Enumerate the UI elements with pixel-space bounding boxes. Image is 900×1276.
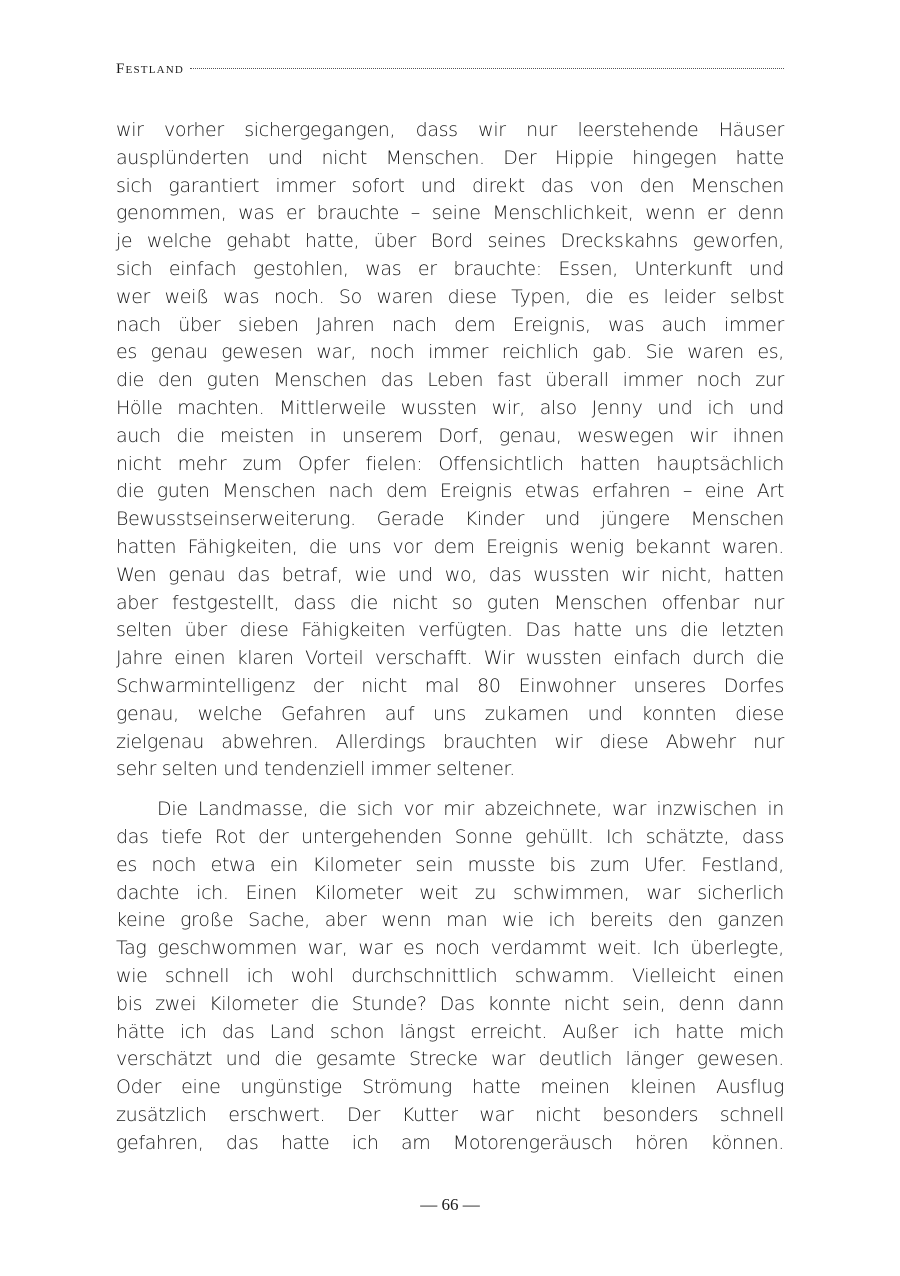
text-line: das tiefe Rot der untergehenden Sonne gehüllt. Ich schätzte, dass — [116, 825, 784, 848]
text-line: nach über sieben Jahren nach dem Ereignis, was auch immer — [116, 313, 784, 336]
text-line: selten über diese Fähigkeiten verfügten. Das hatte uns die letzten — [116, 619, 784, 642]
body-text — [116, 117, 784, 1157]
paragraph-1 — [116, 117, 784, 784]
text-line: auch die meisten in unserem Dorf, genau, weswegen wir ihnen — [116, 424, 784, 447]
text-line: sich garantiert immer sofort und direkt das von den Menschen — [116, 174, 784, 197]
text-line: zusätzlich erschwert. Der Kutter war nicht besonders schnell — [116, 1103, 784, 1126]
text-line: Tag geschwommen war, war es noch verdammt weit. Ich überlegte, — [116, 937, 784, 960]
text-line: dachte ich. Einen Kilometer weit zu schwimmen, war sicherlich — [116, 881, 784, 904]
text-line: Bewusstseinserweiterung. Gerade Kinder und jüngere Menschen — [116, 508, 784, 531]
text-line: Die Landmasse, die sich vor mir abzeichnete, war inzwischen in — [116, 798, 784, 821]
text-line: je welche gehabt hatte, über Bord seines Dreckskahns geworfen, — [116, 230, 784, 253]
text-line: die den guten Menschen das Leben fast überall immer noch zur — [116, 369, 784, 392]
text-line: verschätzt und die gesamte Strecke war deutlich länger gewesen. — [116, 1048, 784, 1071]
text-line: es genau gewesen war, noch immer reichlich gab. Sie waren es, — [116, 341, 784, 364]
text-line: genau, welche Gefahren auf uns zukamen und konnten diese — [116, 702, 784, 725]
text-line: aber festgestellt, dass die nicht so guten Menschen offenbar nur — [116, 591, 784, 614]
text-line: hatten Fähigkeiten, die uns vor dem Ereignis wenig bekannt waren. — [116, 535, 784, 558]
running-head-dot-leader — [190, 67, 784, 69]
text-line: genommen, was er brauchte – seine Menschlichkeit, wenn er denn — [116, 202, 784, 225]
text-line: wir vorher sichergegangen, dass wir nur leerstehende Häuser — [116, 119, 784, 141]
text-line: wie schnell ich wohl durchschnittlich schwamm. Vielleicht einen — [116, 964, 784, 987]
text-line: keine große Sache, aber wenn man wie ich bereits den ganzen — [116, 909, 784, 932]
text-line: bis zwei Kilometer die Stunde? Das konnte nicht sein, denn dann — [116, 992, 784, 1015]
text-line: nicht mehr zum Opfer fielen: Offensichtlich hatten hauptsächlich — [116, 452, 784, 475]
text-line: Schwarmintelligenz der nicht mal 80 Einwohner unseres Dorfes — [116, 674, 784, 697]
text-line: zielgenau abwehren. Allerdings brauchten wir diese Abwehr nur — [116, 730, 784, 753]
text-line: gefahren, das hatte ich am Motorengeräusch hören können. — [116, 1131, 784, 1154]
text-line: sehr selten und tendenziell immer seltener. — [116, 758, 515, 781]
text-line: die guten Menschen nach dem Ereignis etwas erfahren – eine Art — [116, 480, 784, 503]
text-line: hätte ich das Land schon längst erreicht. Außer ich hatte mich — [116, 1020, 784, 1043]
text-line: Oder eine ungünstige Strömung hatte meinen kleinen Ausflug — [116, 1076, 784, 1099]
page-number: — 66 — — [420, 1195, 480, 1214]
text-line: Jahre einen klaren Vorteil verschafft. Wir wussten einfach durch die — [116, 647, 784, 670]
text-line: Hölle machten. Mittlerweile wussten wir, also Jenny und ich und — [116, 396, 784, 419]
running-head-title: Festland — [116, 61, 185, 77]
text-line: Wen genau das betraf, wie und wo, das wussten wir nicht, hatten — [116, 563, 784, 586]
text-line: es noch etwa ein Kilometer sein musste bis zum Ufer. Festland, — [116, 853, 784, 876]
text-line: ausplünderten und nicht Menschen. Der Hippie hingegen hatte — [116, 146, 784, 169]
running-head — [116, 61, 784, 78]
text-line: sich einfach gestohlen, was er brauchte: Essen, Unterkunft und — [116, 257, 784, 280]
paragraph-2 — [116, 796, 784, 1157]
paragraph-gap — [116, 784, 784, 796]
text-line: wer weiß was noch. So waren diese Typen, die es leider selbst — [116, 285, 784, 308]
